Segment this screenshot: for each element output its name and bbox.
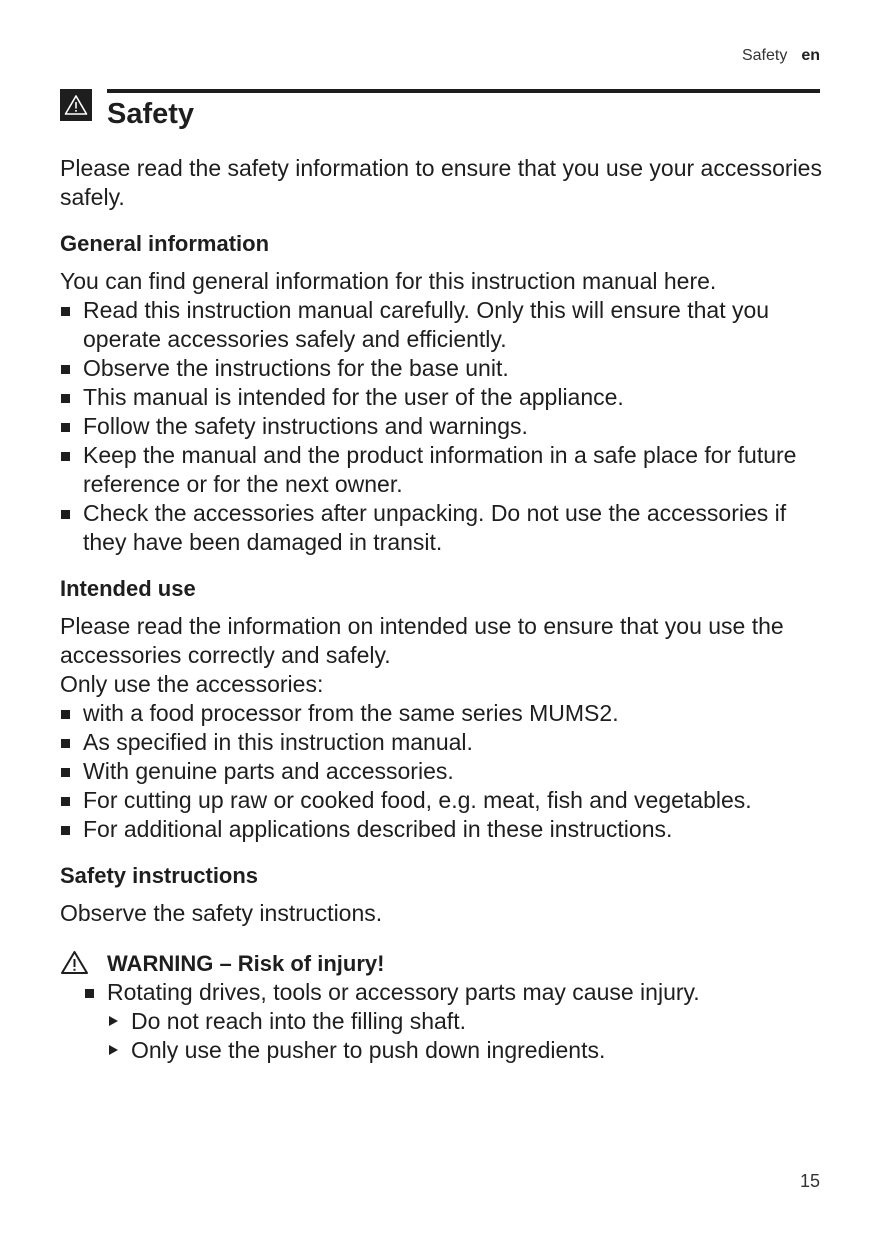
list-item: This manual is intended for the user of the appliance. xyxy=(60,383,825,412)
warning-title xyxy=(60,949,825,978)
list-item: Rotating drives, tools or accessory parts may cause injury. xyxy=(84,978,825,1007)
list-item: Read this instruction manual carefully. Only this will ensure that you operate accessories safely and efficiently. xyxy=(60,296,825,354)
instruction-step: Only use the pusher to push down ingredients. xyxy=(107,1036,825,1065)
list-item: For cutting up raw or cooked food, e.g. meat, fish and vegetables. xyxy=(60,786,825,815)
general-list xyxy=(60,296,825,557)
page-number: 15 xyxy=(799,1171,820,1191)
instruction-step: Do not reach into the filling shaft. xyxy=(107,1007,825,1036)
intended-heading: Intended use xyxy=(60,576,196,601)
warning-list xyxy=(84,978,825,1007)
list-item: Check the accessories after unpacking. Do not use the accessories if they have been damaged in transit. xyxy=(60,499,825,557)
header-language: en xyxy=(801,47,820,64)
general-heading: General information xyxy=(60,231,270,256)
list-item: For additional applications described in these instructions. xyxy=(60,815,825,844)
running-header xyxy=(742,47,820,65)
intended-lead-2: Only use the accessories: xyxy=(60,671,324,697)
title-rule xyxy=(107,89,820,93)
warning-body xyxy=(84,978,825,1065)
intro-paragraph: Please read the safety information to ensure that you use your accessories safely. xyxy=(60,155,822,210)
list-item: with a food processor from the same series MUMS2. xyxy=(60,699,825,728)
warning-steps xyxy=(107,1007,825,1065)
list-item: Follow the safety instructions and warnings. xyxy=(60,412,825,441)
warning-triangle-icon xyxy=(60,950,89,975)
main-content xyxy=(60,154,825,1065)
safety-heading: Safety instructions xyxy=(60,863,259,888)
list-item: Observe the instructions for the base unit. xyxy=(60,354,825,383)
intended-list xyxy=(60,699,825,844)
safety-lead: Observe the safety instructions. xyxy=(60,900,383,926)
warning-title-text: WARNING – Risk of injury! xyxy=(107,951,385,976)
intended-lead: Please read the information on intended use to ensure that you use the accessories correctly and safely. xyxy=(60,613,784,668)
warning-icon xyxy=(60,89,92,121)
list-item: With genuine parts and accessories. xyxy=(60,757,825,786)
list-item: As specified in this instruction manual. xyxy=(60,728,825,757)
general-lead: You can find general information for this instruction manual here. xyxy=(60,268,717,294)
page-title: Safety xyxy=(107,98,195,130)
list-item: Keep the manual and the product information in a safe place for future reference or for the next owner. xyxy=(60,441,825,499)
header-section: Safety xyxy=(741,47,788,64)
